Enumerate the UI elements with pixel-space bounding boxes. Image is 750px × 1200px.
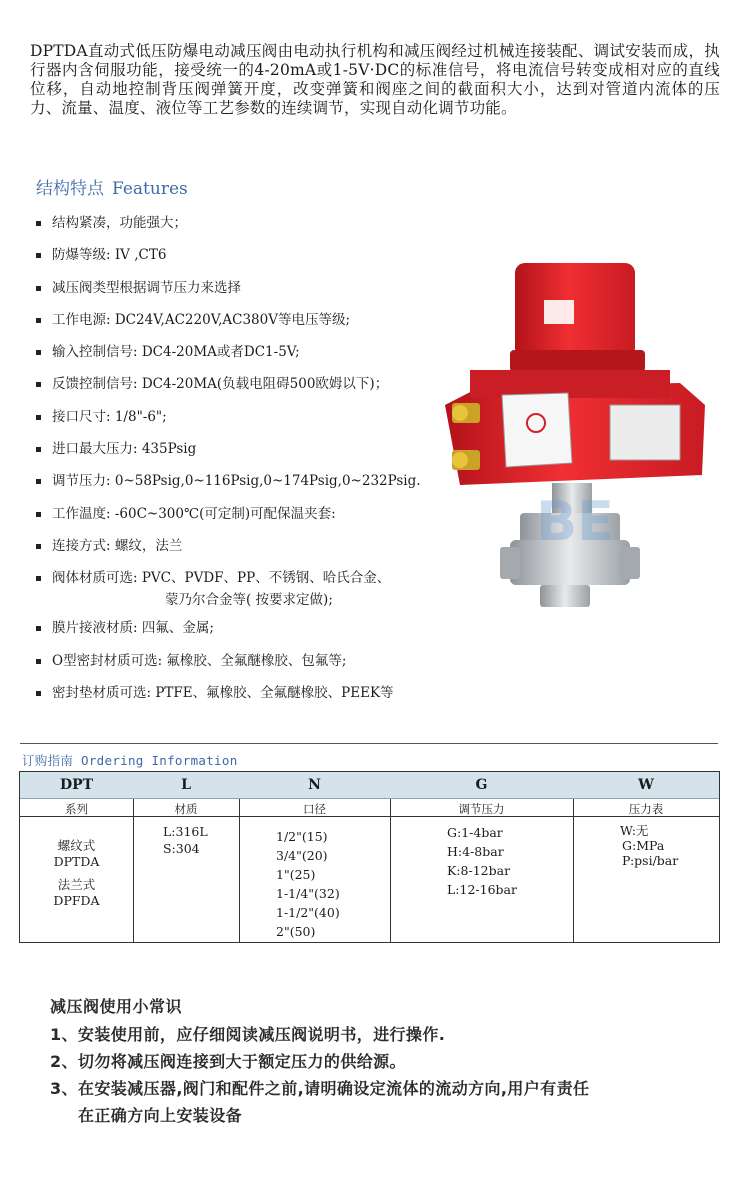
sub-series: 系列 [65,802,88,816]
code-size: N [308,777,321,793]
column-divider [390,799,391,942]
ordering-divider [20,743,718,744]
bullet-icon [36,221,41,226]
sub-pressure: 调节压力 [458,802,505,816]
feature-item: 进口最大压力: 435Psig [36,438,476,470]
bullet-icon [36,415,41,420]
feature-item: 密封垫材质可选: PTFE、氟橡胶、全氟醚橡胶、PEEK等 [36,682,476,714]
feature-item: 反馈控制信号: DC4-20MA(负载电阻碍500欧姆以下)； [36,373,476,405]
column-divider [573,799,574,942]
watermark-logo: BE [535,490,615,553]
feature-item: 调节压力: 0~58Psig,0~116Psig,0~174Psig,0~232Psig. [36,470,476,502]
feature-item: 工作温度: -60C~300℃(可定制)可配保温夹套: [36,503,476,535]
bullet-icon [36,659,41,664]
feature-item: 输入控制信号: DC4-20MA或者DC1-5V; [36,341,476,373]
tip-item: 1、安装使用前，应仔细阅读减压阀说明书，进行操作. [50,1025,446,1044]
feature-item: 防爆等级: IV ,CT6 [36,244,476,276]
bullet-icon [36,576,41,581]
usage-tips [50,994,589,1125]
feature-item: 膜片接液材质: 四氟、金属; [36,617,476,649]
material-cell: L:316L S:304 [163,824,208,856]
sub-size: 口径 [303,802,326,816]
nameplate [502,393,572,467]
feature-item: 减压阀类型根据调节压力来选择 [36,277,476,309]
feature-item: 连接方式: 螺纹，法兰 [36,535,476,567]
bullet-icon [36,318,41,323]
bullet-icon [36,286,41,291]
feature-item: 工作电源: DC24V,AC220V,AC380V等电压等级; [36,309,476,341]
tip-item: 3、在安装减压器,阀门和配件之前,请明确设定流体的流动方向,用户有责任 在正确方向上安装设备 [50,1079,590,1125]
features-list [36,212,476,714]
sub-material: 材质 [174,802,198,816]
features-title-cn: 结构特点 [36,179,104,199]
actuator-cover [515,263,635,358]
gauge-cell: W:无 G:MPa P:psi/bar [620,823,679,868]
product-image [440,255,710,625]
bullet-icon [36,382,41,387]
tip-item: 2、切勿将减压阀连接到大于额定压力的供给源。 [50,1052,406,1071]
ordering-title: 订购指南 Ordering Information [22,753,238,768]
bullet-icon [36,479,41,484]
pressure-cell: G:1-4bar H:4-8bar K:8-12bar L:12-16bar [447,825,517,897]
ordering-table [19,771,720,943]
features-title [36,174,188,199]
sub-gauge: 压力表 [628,802,664,816]
code-gauge: W [638,777,654,793]
code-material: L [181,777,191,793]
feature-item: 阀体材质可选: PVC、PVDF、PP、不锈钢、哈氏合金、 蒙乃尔合金等( 按要求定做); [36,567,476,617]
feature-item: 接口尺寸: 1/8"-6"; [36,406,476,438]
size-cell: 1/2"(15) 3/4"(20) 1"(25) 1-1/4"(32) 1-1/2"(40) 2"(50) [276,829,340,939]
bullet-icon [36,350,41,355]
column-divider [239,799,240,942]
feature-item: O型密封材质可选: 氟橡胶、全氟醚橡胶、包氟等; [36,650,476,682]
intro-paragraph: DPTDA直动式低压防爆电动减压阀由电动执行机构和减压阀经过机械连接装配、调试安装而成，执行器内含伺服功能，接受统一的4-20mA或1-5V·DC的标准信号，将电流信号转变成相对应的直线位移，自动地控制背压阀弹簧开度，改变弹簧和阀座之间的截面积大小，达到对管道内流体的压力、流量、温度、液位等工艺参数的连续调节，实现自动化调节功能。 [30,42,720,117]
bullet-icon [36,691,41,696]
features-title-en: Features [112,179,188,199]
bullet-icon [36,626,41,631]
bullet-icon [36,447,41,452]
bullet-icon [36,253,41,258]
feature-item: 结构紧凑，功能强大； [36,212,476,244]
bullet-icon [36,512,41,517]
column-divider [133,799,134,942]
code-series: DPT [59,777,94,793]
code-pressure: G [475,777,488,793]
tips-title: 减压阀使用小常识 [50,997,183,1016]
series-cell: 螺纹式 DPTDA 法兰式 DPFDA [53,838,100,908]
bullet-icon [36,544,41,549]
